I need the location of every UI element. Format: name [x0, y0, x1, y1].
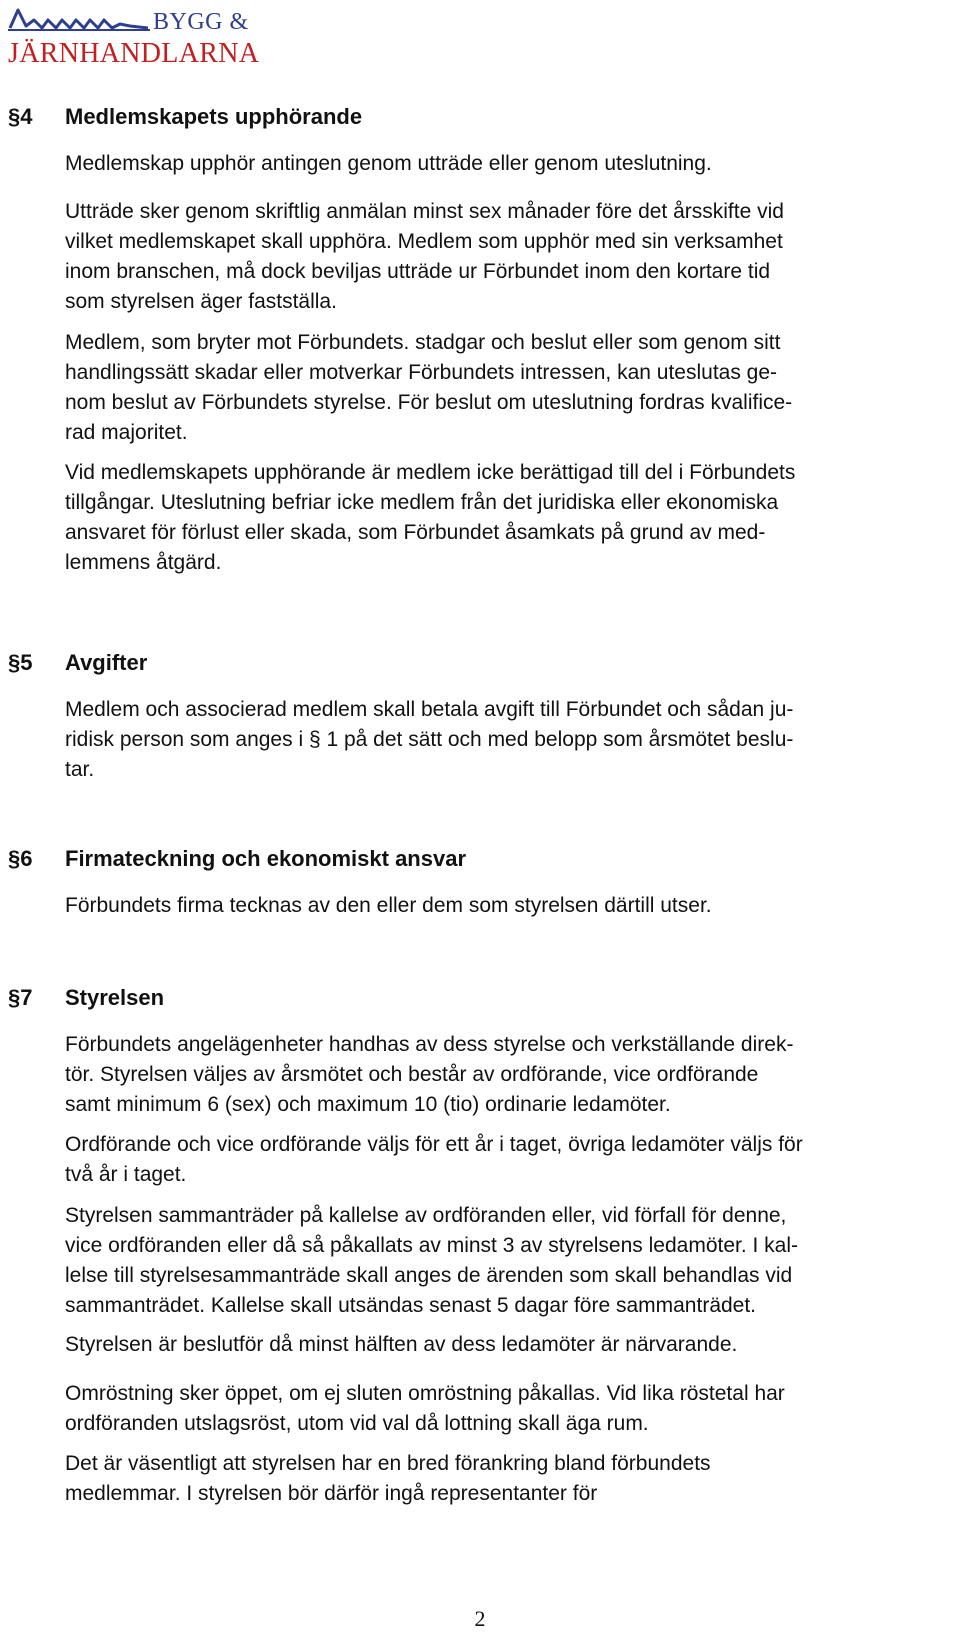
logo-text-bygg: BYGG &: [153, 9, 249, 35]
text-line: sammanträdet. Kallelse skall utsändas senast 5 dagar före sammanträdet.: [65, 1294, 757, 1317]
text-line: ridisk person som anges i § 1 på det sätt och med belopp som årsmötet beslu-: [65, 728, 794, 751]
text-line: ansvaret för förlust eller skada, som Förbundet åsamkats på grund av med-: [65, 521, 766, 544]
text-line: Medlem, som bryter mot Förbundets. stadgar och beslut eller som genom sitt: [65, 331, 781, 354]
text-line: medlemmar. I styrelsen bör därför ingå representanter för: [65, 1482, 598, 1505]
paragraph: [65, 197, 960, 317]
section-number: §5: [8, 650, 33, 675]
text-line: lelse till styrelsesammanträde skall anges de ärenden som skall behandlas vid: [65, 1264, 793, 1287]
text-line: tillgångar. Uteslutning befriar icke medlem från det juridiska eller ekonomiska: [65, 491, 779, 514]
section-title: Medlemskapets upphörande: [65, 104, 363, 129]
text-line: tör. Styrelsen väljes av årsmötet och består av ordförande, vice ordförande: [65, 1063, 759, 1086]
paragraph: [65, 149, 960, 179]
page-number: 2: [474, 1606, 486, 1631]
text-line: som styrelsen äger fastställa.: [65, 290, 337, 313]
section-number: §7: [8, 985, 33, 1010]
company-logo: [8, 6, 278, 70]
logo-mark-icon: [8, 6, 158, 36]
text-line: tar.: [65, 758, 95, 781]
text-line: inom branschen, må dock beviljas utträde ur Förbundet inom den kortare tid: [65, 260, 771, 283]
paragraph: [65, 1130, 960, 1190]
logo-text-jarnhandlarna: JÄRNHANDLARNA: [8, 38, 260, 69]
section-number: §4: [8, 104, 33, 129]
text-line: handlingssätt skadar eller motverkar Förbundets intressen, kan uteslutas ge-: [65, 361, 778, 384]
text-line: samt minimum 6 (sex) och maximum 10 (tio) ordinarie ledamöter.: [65, 1093, 671, 1116]
text-line: Utträde sker genom skriftlig anmälan minst sex månader före det årsskifte vid: [65, 200, 784, 223]
text-line: ordföranden utslagsröst, utom vid val då lottning skall äga rum.: [65, 1412, 649, 1435]
text-line: nom beslut av Förbundets styrelse. För beslut om uteslutning fordras kvalifice-: [65, 391, 793, 414]
text-line: Medlem och associerad medlem skall betala avgift till Förbundet och sådan ju-: [65, 698, 794, 721]
section-title: Styrelsen: [65, 985, 165, 1010]
text-line: Styrelsen är beslutför då minst hälften av dess ledamöter är närvarande.: [65, 1333, 738, 1356]
paragraph: [65, 1201, 960, 1321]
text-line: Omröstning sker öppet, om ej sluten omröstning påkallas. Vid lika röstetal har: [65, 1382, 785, 1405]
text-line: vilket medlemskapet skall upphöra. Medlem som upphör med sin verksamhet: [65, 230, 783, 253]
text-line: Förbundets angelägenheter handhas av dess styrelse och verkställande direk-: [65, 1033, 794, 1056]
paragraph: [65, 1030, 960, 1120]
section-title: Avgifter: [65, 650, 148, 675]
paragraph: [65, 328, 960, 448]
paragraph: [65, 1379, 960, 1439]
text-line: Ordförande och vice ordförande väljs för ett år i taget, övriga ledamöter väljs för: [65, 1133, 803, 1156]
text-line: Det är väsentligt att styrelsen har en bred förankring bland förbundets: [65, 1452, 711, 1475]
text-line: Vid medlemskapets upphörande är medlem icke berättigad till del i Förbundets: [65, 461, 796, 484]
section-title: Firmateckning och ekonomiskt ansvar: [65, 846, 467, 871]
paragraph: [65, 1330, 960, 1360]
text-line: rad majoritet.: [65, 421, 188, 444]
text-line: två år i taget.: [65, 1163, 187, 1186]
paragraph: [65, 1449, 960, 1509]
text-line: lemmens åtgärd.: [65, 551, 222, 574]
section-number: §6: [8, 846, 33, 871]
text-line: Förbundets firma tecknas av den eller dem som styrelsen därtill utser.: [65, 894, 712, 917]
paragraph: [65, 695, 960, 785]
paragraph: [65, 458, 960, 578]
paragraph: [65, 891, 960, 921]
text-line: Styrelsen sammanträder på kallelse av ordföranden eller, vid förfall för denne,: [65, 1204, 787, 1227]
text-line: vice ordföranden eller då så påkallats av minst 3 av styrelsens ledamöter. I kal-: [65, 1234, 799, 1257]
text-line: Medlemskap upphör antingen genom utträde eller genom uteslutning.: [65, 152, 712, 175]
